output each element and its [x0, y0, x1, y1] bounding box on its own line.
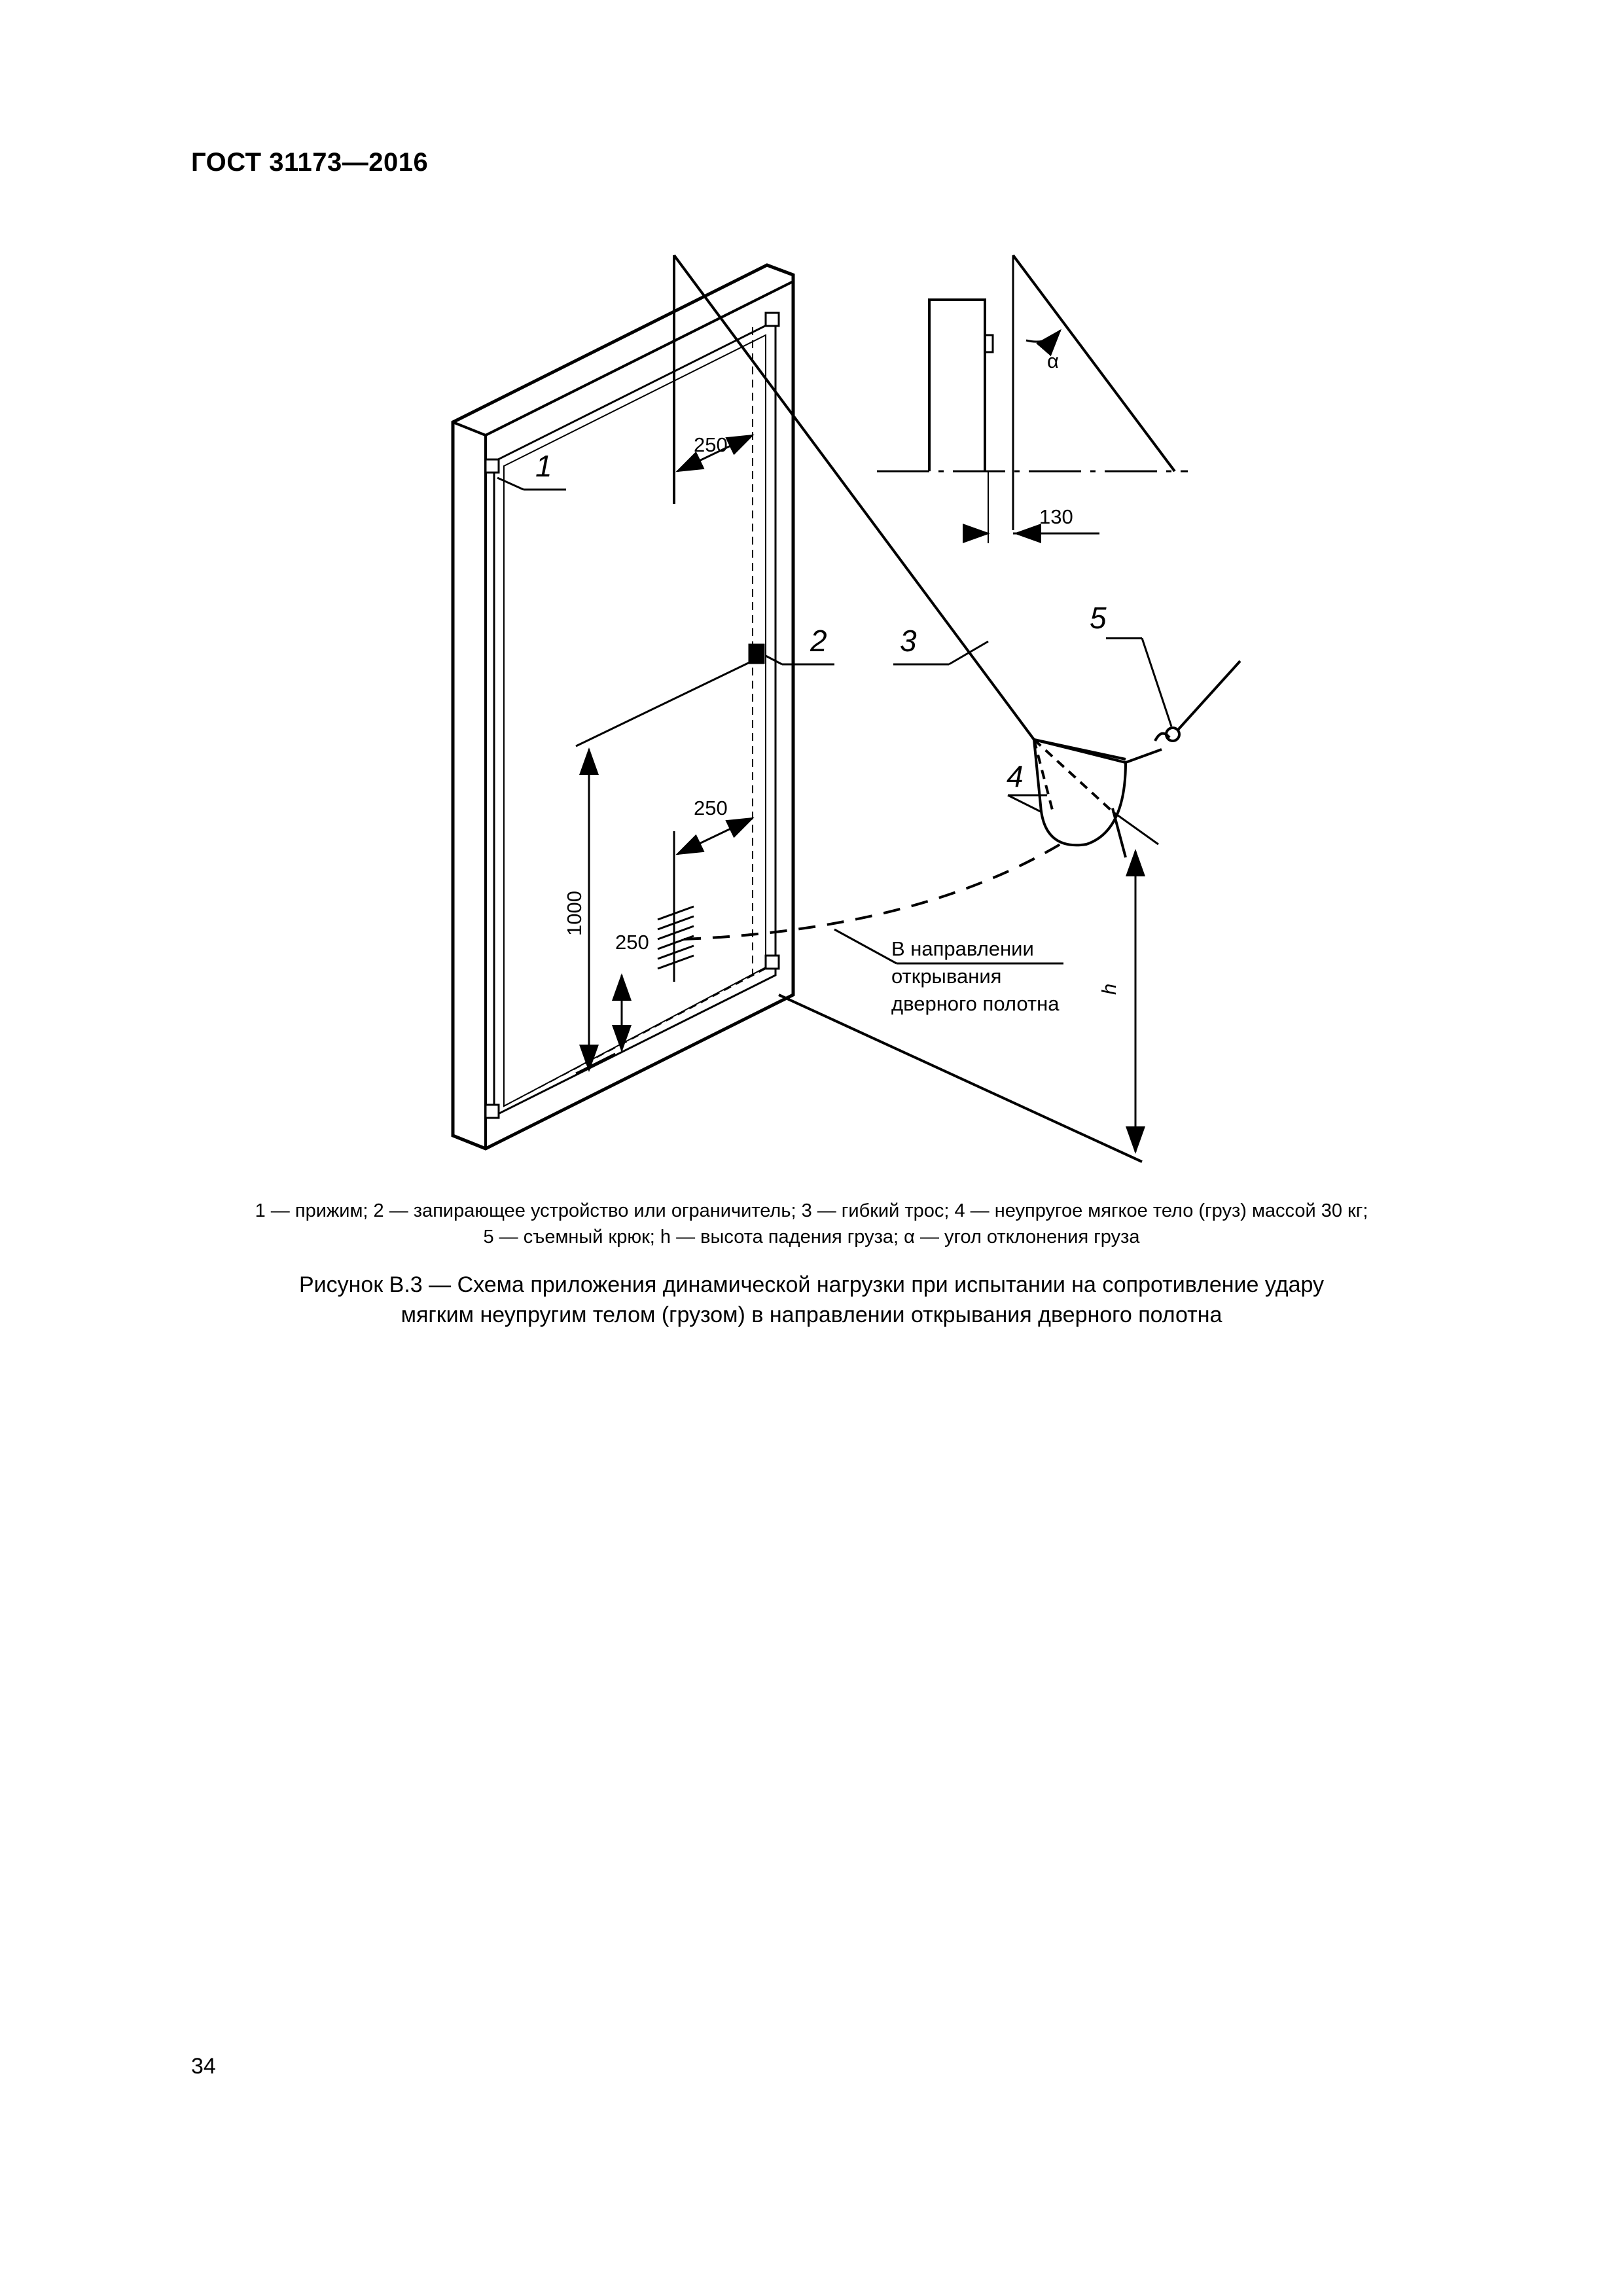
legend-line-2: 5 — съемный крюк; h — высота падения груза; α — угол отклонения груза: [483, 1227, 1140, 1247]
dim-1000-lines: [576, 658, 759, 1073]
clamp-bottom-right: [766, 956, 779, 969]
dim-mid-lines: [677, 818, 753, 854]
clamp-markers: [486, 313, 779, 1118]
legend-line-1: 1 — прижим; 2 — запирающее устройство или ограничитель; 3 — гибкий трос; 4 — неупругое мягкое тело (груз) массой 30 кг;: [255, 1200, 1368, 1221]
callout-1: 1: [535, 449, 552, 483]
hook: [1155, 661, 1240, 741]
dim-mid-250: 250: [694, 797, 728, 819]
rope: [674, 255, 1034, 740]
document-header: ГОСТ 31173—2016: [191, 148, 429, 177]
figure-caption: [0, 1270, 1623, 1330]
door-frame: [453, 265, 793, 1149]
dim-top-250: 250: [694, 433, 728, 456]
load-body: [1034, 740, 1162, 857]
swing-arc: [684, 844, 1060, 939]
callout-leaders: [497, 478, 1171, 963]
direction-note-line1: В направлении: [891, 937, 1034, 960]
callout-2: 2: [810, 624, 827, 658]
height-dimension: [1113, 812, 1158, 1152]
direction-note-line3: дверного полотна: [891, 992, 1060, 1015]
caption-line-2: мягким неупругим телом (грузом) в направлении открывания дверного полотна: [401, 1302, 1222, 1327]
inset-alpha: α: [1047, 350, 1059, 372]
lock-device: [749, 645, 764, 663]
inset-130: 130: [1039, 505, 1073, 528]
dim-h: h: [1097, 983, 1120, 995]
caption-line-1: Рисунок В.3 — Схема приложения динамической нагрузки при испытании на сопротивление удару: [298, 1272, 1325, 1297]
clamp-top-left: [486, 459, 499, 473]
callout-5: 5: [1090, 601, 1107, 635]
figure-legend: [0, 1198, 1623, 1250]
inset-side-view: [877, 255, 1188, 543]
callout-4: 4: [1007, 759, 1024, 793]
page-number: 34: [191, 2054, 216, 2079]
direction-note-line2: открывания: [891, 965, 1002, 988]
dim-low-250: 250: [615, 931, 649, 954]
clamp-top-right: [766, 313, 779, 326]
clamp-bottom-left: [486, 1105, 499, 1118]
callout-3: 3: [900, 624, 917, 658]
dim-1000: 1000: [563, 891, 586, 936]
